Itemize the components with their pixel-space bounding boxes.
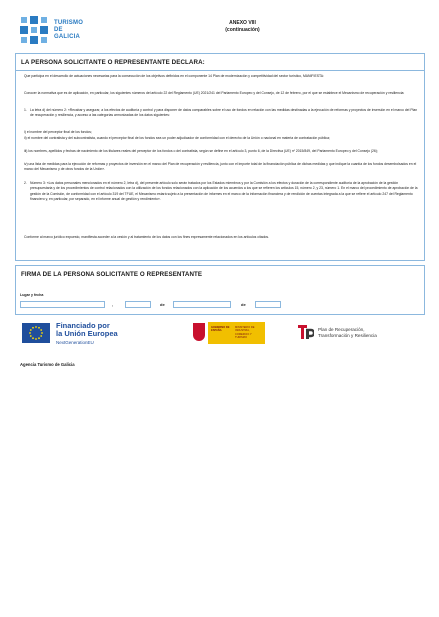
- declaration-sub-iii: iii) los nombres, apellidos y fechas de nacimiento de los titulares reales del perceptor de los fondos o del contratista, según se define en el artículo 3, punto 6, de la Directiva (UE) nº 2015/849, del Parlamento Europeo y del Consejo (26);: [24, 149, 378, 153]
- spain-shield-icon: [193, 323, 205, 341]
- year-field[interactable]: [255, 301, 281, 308]
- declaration-sub-iv: iv) una lista de medidas para la ejecución de reformas y proyectos de inversión en el marco del Plan de recuperación y resiliencia, junto con el importe total de la financiación pública de dichas medidas y que indique la cuantía de los fondos desembolsados en el marco del Mecanismo y de otros fondos de la Unión».: [24, 162, 417, 172]
- eu-line3: NextGenerationEU: [56, 340, 94, 345]
- place-date-label: Lugar y fecha: [20, 293, 44, 297]
- section-divider: [16, 70, 424, 71]
- day-field[interactable]: [125, 301, 151, 308]
- agency-name: Agencia Turismo de Galicia: [20, 362, 75, 367]
- month-field[interactable]: [173, 301, 231, 308]
- logo-line1: TURISMO: [54, 20, 84, 26]
- signature-title: FIRMA DE LA PERSONA SOLICITANTE O REPRESENTANTE: [21, 271, 203, 278]
- item2-number: 2.: [24, 181, 27, 185]
- plan-line2: Transformación y Resiliencia: [318, 332, 377, 338]
- annex-header: [180, 20, 305, 34]
- declaration-closing: Conforme al marco jurídico expuesto, manifiesta acceder a la cesión y al tratamiento de los datos con los fines expresamente relacionados en los artículos citados.: [24, 235, 270, 239]
- place-field[interactable]: [20, 301, 105, 308]
- annex-title: ANEXO VIII: [229, 20, 256, 26]
- item1-number: 1.: [24, 108, 27, 112]
- eu-line1: Financiado por: [56, 321, 110, 330]
- turismo-galicia-logo: [20, 16, 120, 52]
- recovery-plan-text: [318, 327, 377, 339]
- eu-line2: la Unión Europea: [56, 329, 118, 339]
- plan-line1: Plan de Recuperación,: [318, 327, 365, 332]
- de-separator-1: de: [160, 302, 165, 307]
- declaration-section: [15, 53, 425, 261]
- logo-line3: GALICIA: [54, 34, 81, 41]
- gov-line2: MINISTERIO DE INDUSTRIA, COMERCIO Y TURISMO: [235, 326, 255, 339]
- de-separator-2: de: [241, 302, 246, 307]
- gov-line1: GOBIERNO DE ESPAÑA: [211, 326, 230, 333]
- declaration-title: LA PERSONA SOLICITANTE O REPRESENTANTE DECLARA:: [21, 59, 205, 66]
- declaration-intro: Que participa en el desarrollo de actuaciones necesarias para la consecución de los objetivos definidos en el componente 14 Plan de modernización y competitividad del sector turístico, MANIFIESTA:: [24, 74, 324, 78]
- annex-subtitle: (continuación): [225, 27, 260, 33]
- logo-wordmark: [54, 20, 83, 42]
- eu-funding-text: [56, 322, 118, 338]
- galicia-cross-icon: [20, 16, 48, 46]
- declaration-sub-ii: ii) el nombre del contratista y del subcontratista, cuando el perceptor final de los fondos sea un poder adjudicador de conformidad con el derecho de la Unión o nacional en materia de contratación pública;: [24, 136, 330, 140]
- gobierno-espana-logo: [193, 322, 265, 344]
- recovery-plan-icon: [298, 324, 314, 340]
- logo-line2: DE: [54, 27, 63, 34]
- comma-separator: ,: [112, 302, 114, 307]
- declaration-para1: Conocer la normativa que es de aplicación, en particular, los siguientes números del artículo 22 del Reglamento (UE) 2021/241 del Parlamento Europeo y del Consejo, de 12 de febrero, por el que se establece el Mecanismo de recuperación y resiliencia:: [24, 91, 405, 95]
- eu-flag-icon: [22, 323, 50, 343]
- declaration-item2: Número 3: «Los datos personales mencionados en el número 2, letra d), del presente artículo solo serán tratados por los Estados miembros y por la Comisión a los efectos y duración de la correspondiente auditoría de la aprobación de la gestión presupuestaria y de los procedimientos de control relacionados con la utilización de los fondos relacionados con la aplicación de los acuerdos a los que se refieren los artículos 15, número 2, y 23, número 1. En el marco del procedimiento de aprobación de la gestión de la Comisión, de conformidad con el artículo 319 del TFUE, el Mecanismo estará sujeto a la presentación de informes en el marco de la información financiera y de rendición de cuentas integrada a la que se refiere el artículo 247 del Reglamento financiero y, en particular, por separado, en el informe anual de gestión y rendimiento».: [30, 181, 418, 202]
- declaration-sub-i: i) el nombre del perceptor final de los fondos;: [24, 130, 92, 134]
- declaration-item1: La letra d) del número 2: «Recabar y asegurar, a los efectos de auditoría y control y para disponer de datos comparables sobre el uso de fondos en relación con las medidas destinadas a la ejecución de reformas y proyectos de inversión en el marco del Plan de recuperación y resiliencia, y acceso a las categorías armonizadas de los datos siguientes:: [30, 108, 418, 118]
